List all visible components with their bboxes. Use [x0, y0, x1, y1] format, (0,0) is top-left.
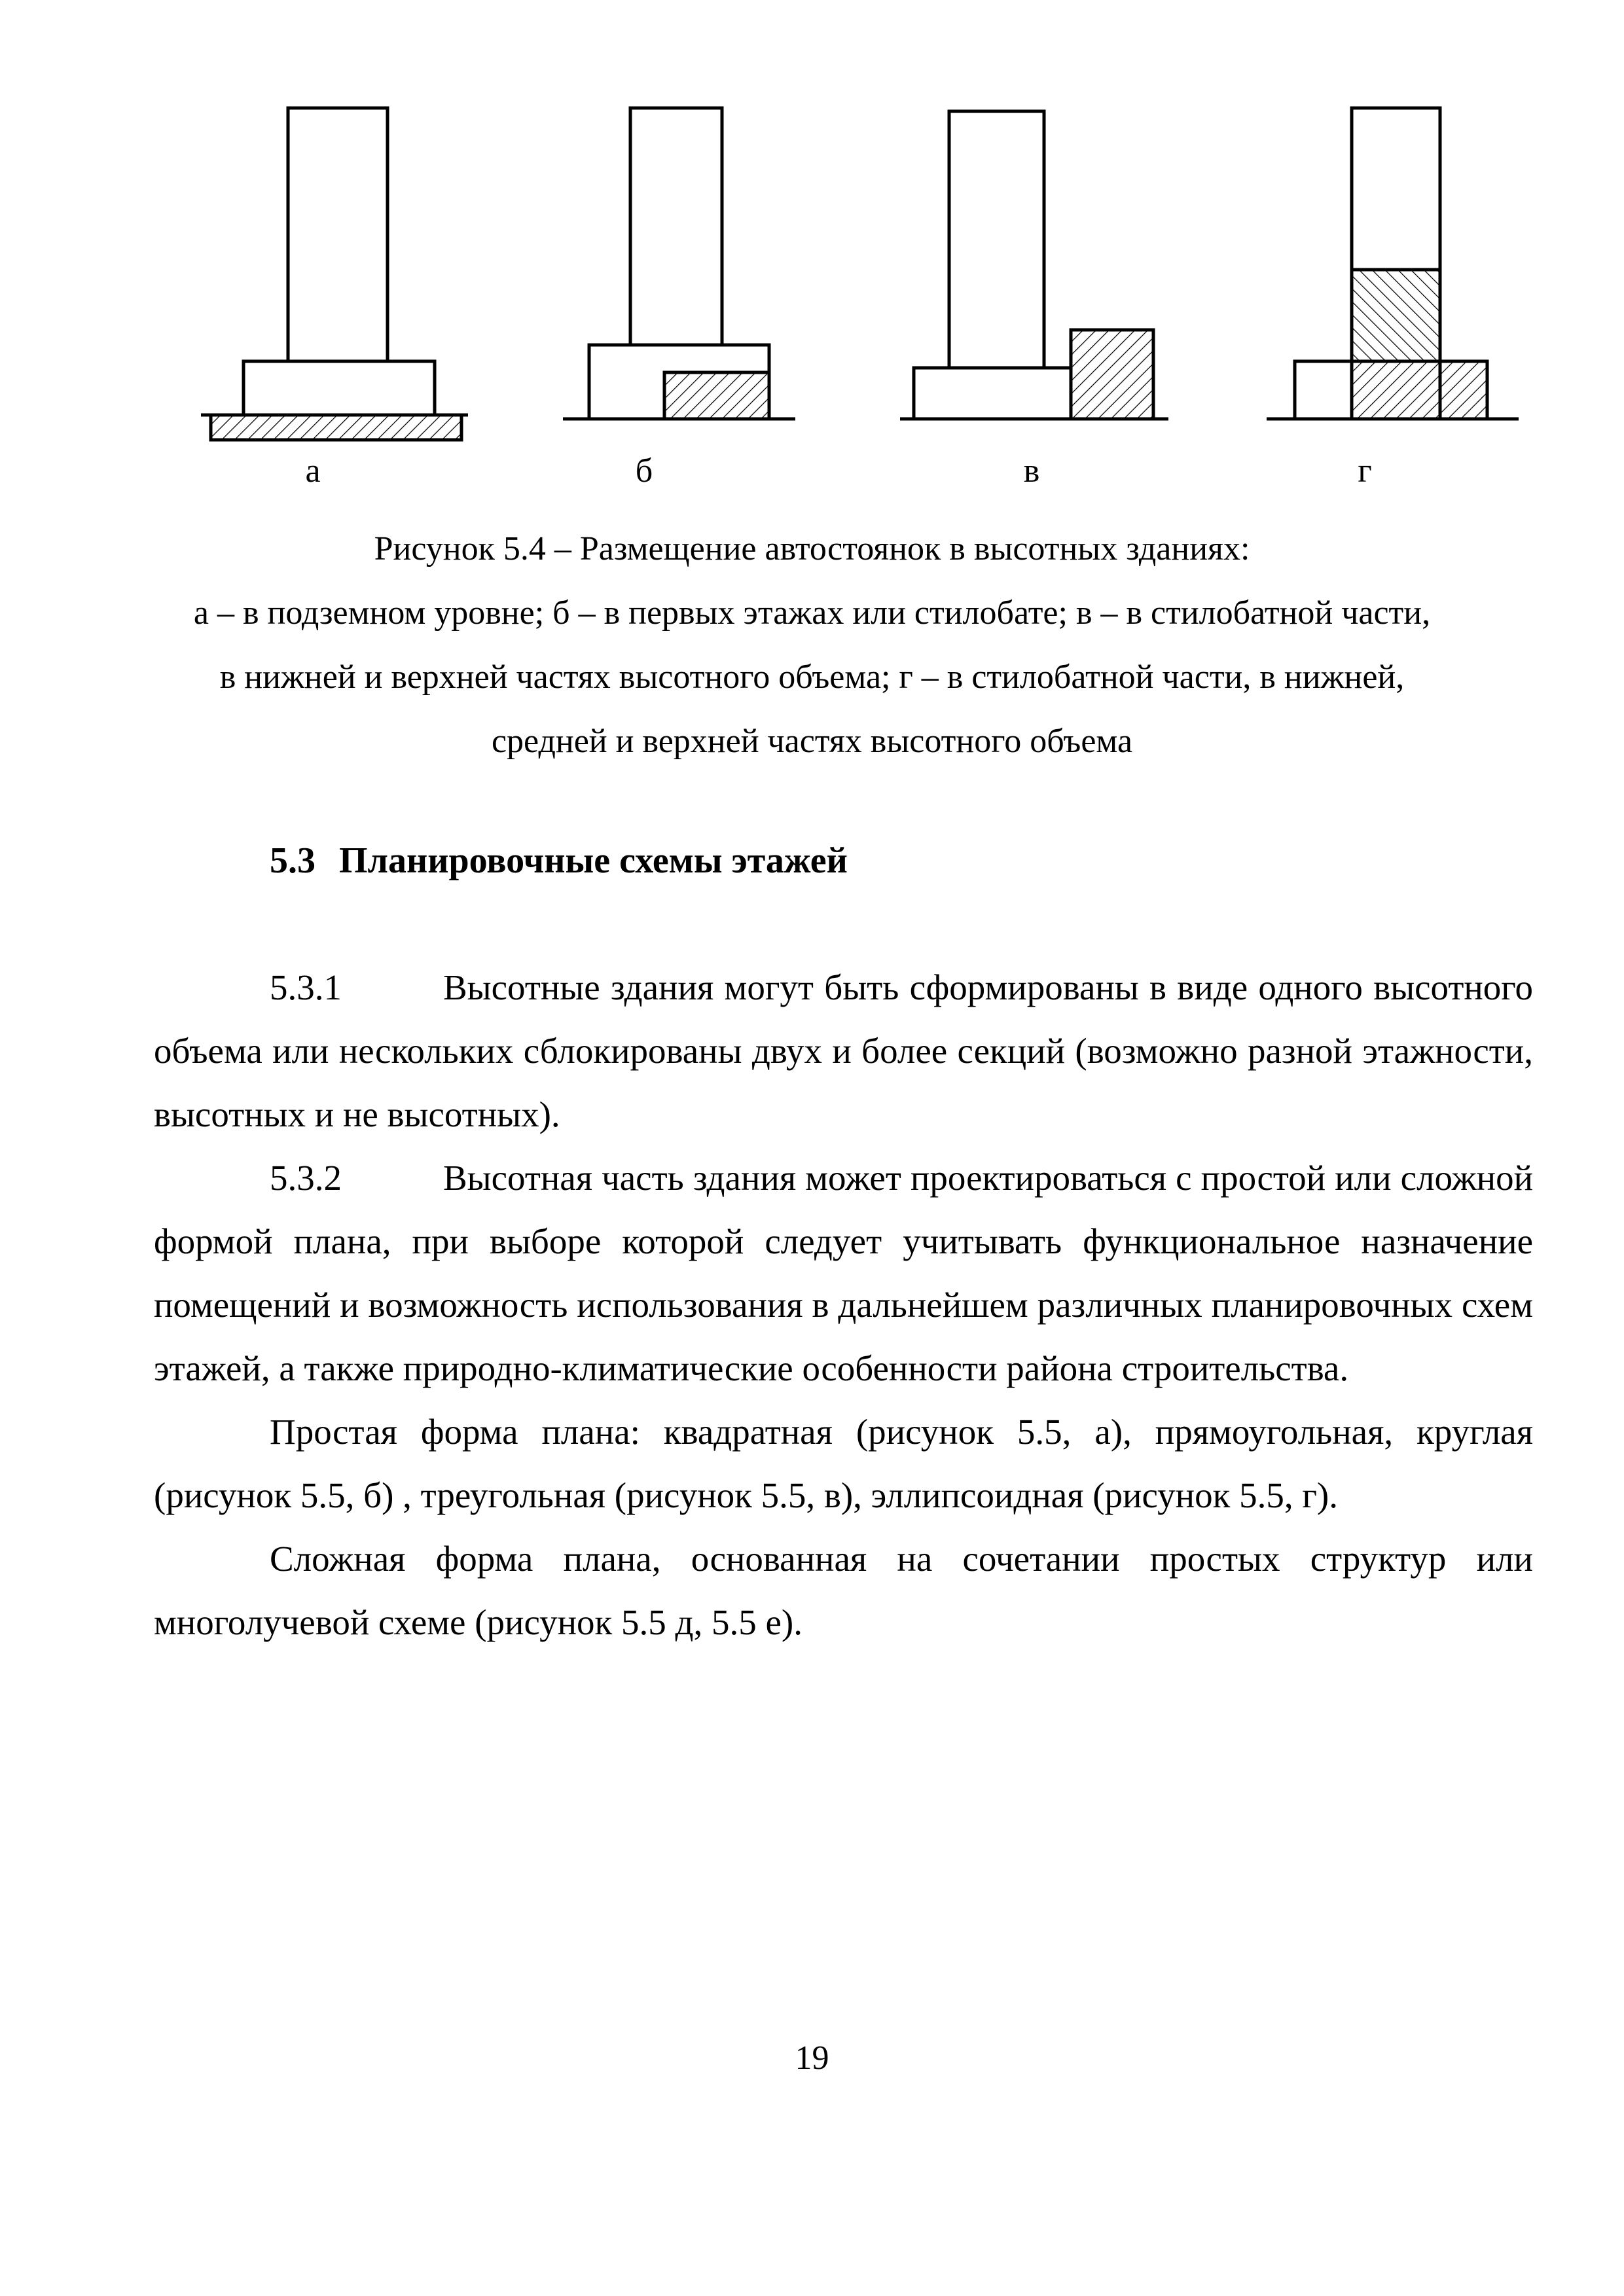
panel-label-b: б	[635, 452, 653, 490]
paragraph-5-3-1	[154, 956, 1533, 1146]
panel-label-a: а	[305, 452, 321, 490]
paragraph-complex-form	[154, 1527, 1533, 1654]
paragraph-text: Сложная форма плана, основанная на сочетании простых структур или многолучевой схеме (рисунок 5.5 д, 5.5 е).	[154, 1539, 1533, 1642]
section-heading	[270, 840, 848, 882]
paragraph-number: 5.3.1	[270, 967, 342, 1007]
paragraph-text: Высотная часть здания может проектироваться с простой или сложной формой плана, при выборе которой следует учитывать функциональное назначение помещений и возможность использования в дальнейшем различных планировочных схем этажей, а также природно-климатические особенности района строительства.	[154, 1158, 1533, 1388]
section-number: 5.3	[270, 840, 316, 881]
figure-caption	[98, 517, 1526, 774]
panel-label-v: в	[1023, 452, 1040, 490]
caption-line-3: средней и верхней частях высотного объема	[491, 723, 1133, 760]
caption-line-2: в нижней и верхней частях высотного объема; г – в стилобатной части, в нижней,	[219, 658, 1405, 696]
panel-b-diagram	[563, 108, 795, 419]
page-number: 19	[795, 2039, 829, 2077]
panel-a-diagram	[201, 108, 468, 440]
panel-label-g: г	[1358, 452, 1372, 490]
caption-line-1: а – в подземном уровне; б – в первых этажах или стилобате; в – в стилобатной части,	[193, 594, 1431, 632]
paragraph-text: Высотные здания могут быть сформированы в виде одного высотного объема или нескольких сблокированы двух и более секций (возможно разной этажности, высотных и не высотных).	[154, 967, 1533, 1134]
paragraph-simple-form	[154, 1400, 1533, 1527]
section-title: Планировочные схемы этажей	[339, 840, 848, 881]
paragraph-5-3-2	[154, 1146, 1533, 1400]
panel-v-diagram	[900, 111, 1168, 419]
paragraph-number: 5.3.2	[270, 1158, 342, 1198]
figure-5-4	[0, 0, 1624, 458]
paragraph-text: Простая форма плана: квадратная (рисунок 5.5, а), прямоугольная, круглая (рисунок 5.5, б) , треугольная (рисунок 5.5, в), эллипсоидная (рисунок 5.5, г).	[154, 1412, 1533, 1515]
panel-g-diagram	[1267, 108, 1519, 419]
caption-title: Рисунок 5.4 – Размещение автостоянок в высотных зданиях:	[374, 530, 1250, 567]
body-text	[154, 956, 1533, 1654]
